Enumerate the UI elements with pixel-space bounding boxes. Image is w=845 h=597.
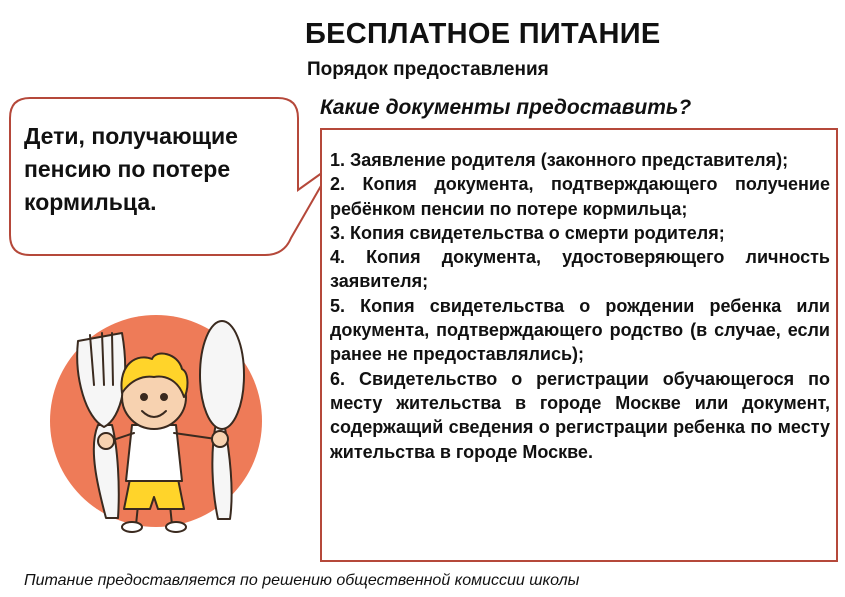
document-item: 1. Заявление родителя (законного представителя); xyxy=(330,150,789,170)
page-subtitle: Порядок предоставления xyxy=(307,59,549,80)
document-item: 3. Копия свидетельства о смерти родителя; xyxy=(330,222,725,243)
bubble-text: Дети, получающие пенсию по потере кормильца. xyxy=(24,123,238,215)
footer-note: Питание предоставляется по решению общественной комиссии школы xyxy=(24,572,580,589)
child-with-fork-and-spoon-icon xyxy=(38,313,278,533)
documents-list xyxy=(330,148,830,464)
document-item: 2. Копия документа, подтверждающего получение ребёнком пенсии по потере кормильца; xyxy=(330,174,830,219)
document-item: 4. Копия документа, удостоверяющего личность заявителя; xyxy=(330,247,830,292)
documents-question: Какие документы предоставить? xyxy=(320,96,692,119)
document-item: 5. Копия свидетельства о рождении ребенка или документа, подтверждающего родство (в случае, если ранее не предоставлялись); xyxy=(330,295,830,365)
page-title: БЕСПЛАТНОЕ ПИТАНИЕ xyxy=(305,18,661,50)
document-item: 6. Свидетельство о регистрации обучающегося по месту жительства в городе Москве или документ, содержащий сведения о регистрации ребенка по месту жительства в городе Москве. xyxy=(330,368,830,462)
